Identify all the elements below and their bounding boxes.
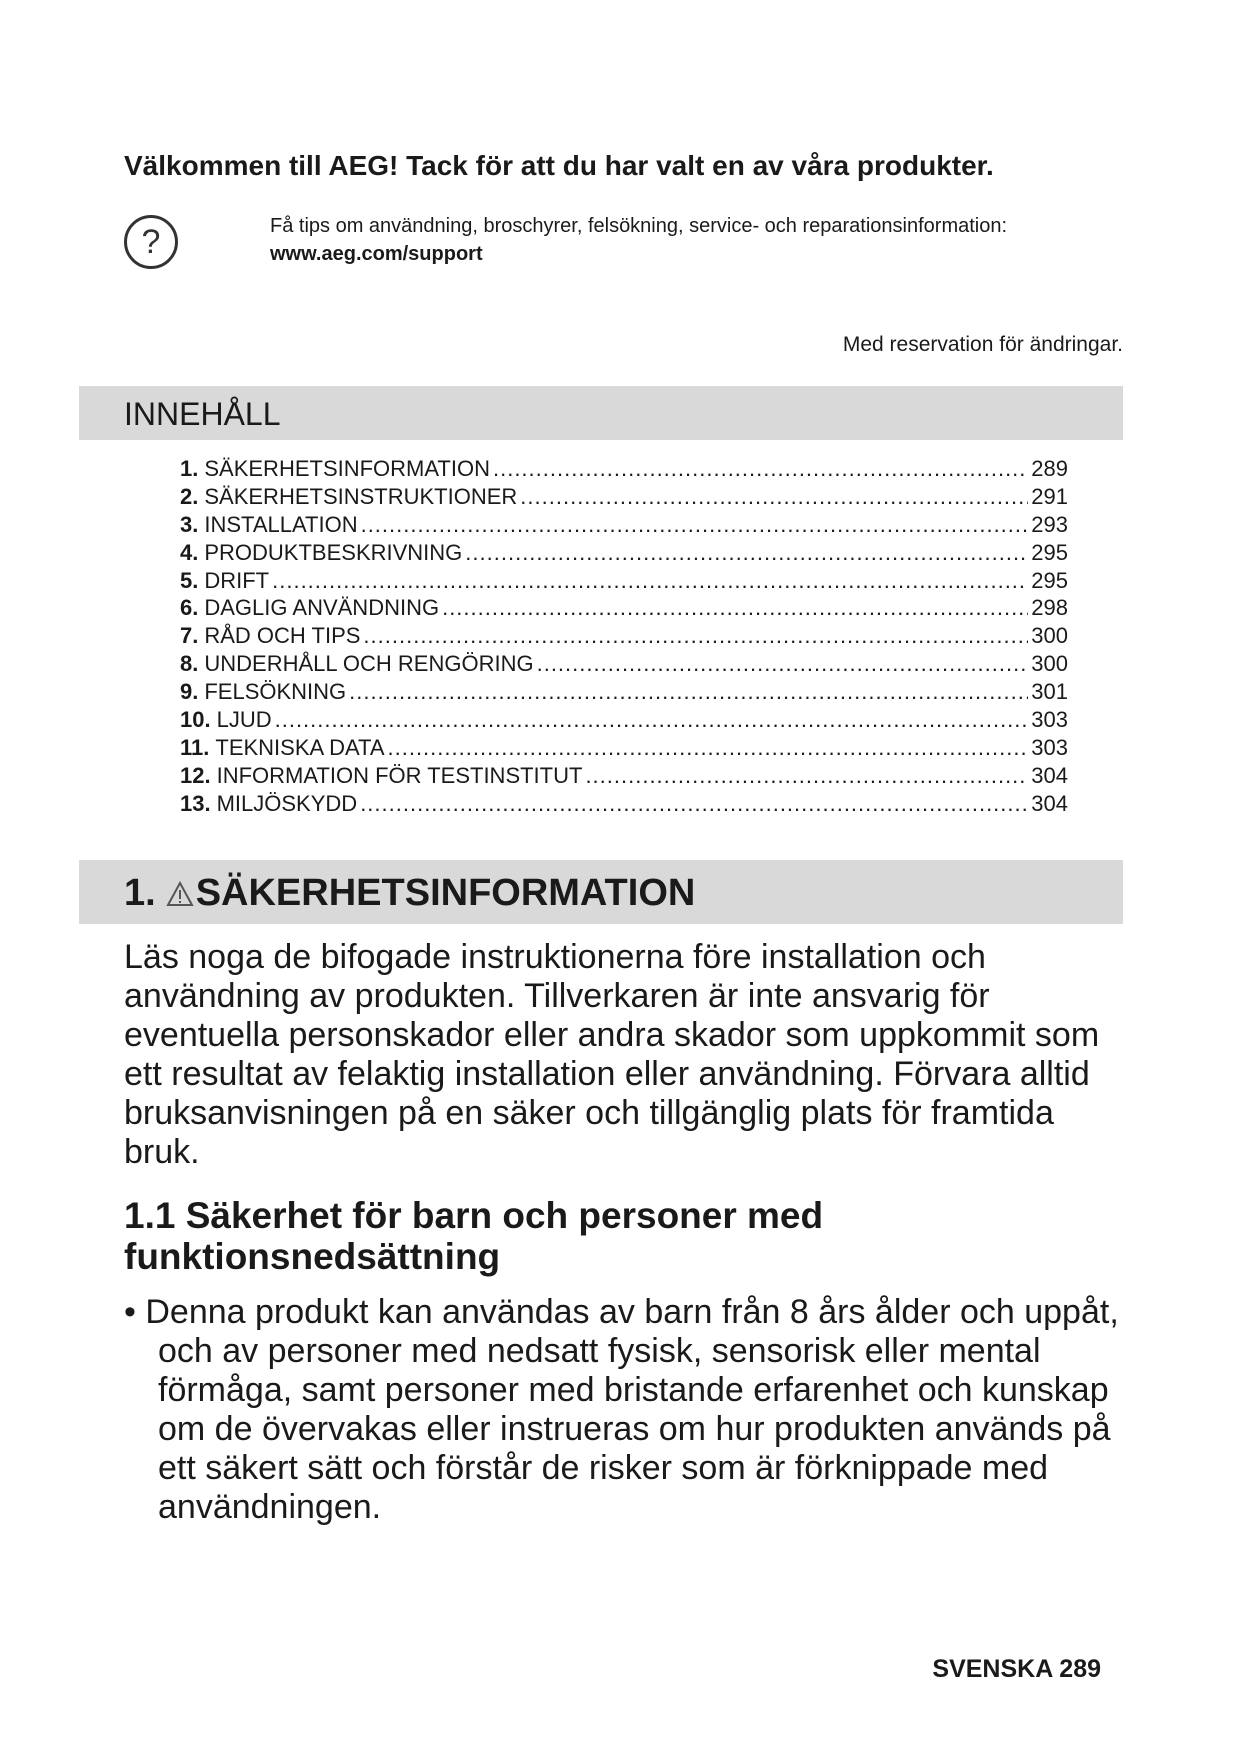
toc-number: 11. xyxy=(180,734,210,760)
toc-page-number: 300 xyxy=(1031,623,1068,649)
toc-leader-dots xyxy=(442,594,1028,622)
toc-row[interactable] xyxy=(180,650,1068,678)
toc-page-number: 291 xyxy=(1031,483,1068,509)
page-footer: SVENSKA 289 xyxy=(932,1655,1101,1683)
toc-page-number: 304 xyxy=(1031,790,1068,816)
section-title xyxy=(124,872,695,915)
toc-label: INFORMATION FÖR TESTINSTITUT xyxy=(216,762,583,788)
toc-leader-dots xyxy=(272,567,1028,595)
toc-leader-dots xyxy=(537,650,1029,678)
toc-label: LJUD xyxy=(216,707,272,733)
toc-row[interactable] xyxy=(180,455,1068,483)
table-of-contents xyxy=(180,455,1068,818)
toc-label: SÄKERHETSINFORMATION xyxy=(204,456,490,481)
toc-title: INNEHÅLL xyxy=(124,396,281,432)
bullet-item: • Denna produkt kan användas av barn från 8 års ålder och uppåt, och av personer med nedsatt fysisk, sensorisk eller mental förmåga, samt personer med bristande erfarenhet och kunskap om de övervakas eller instrueras om hur produkten används på ett säkert sätt och förstår de risker som är förknippade med användningen. xyxy=(124,1293,1119,1526)
toc-page-number: 298 xyxy=(1031,595,1068,621)
section-title-text: SÄKERHETSINFORMATION xyxy=(195,872,696,914)
toc-label: RÅD OCH TIPS xyxy=(204,623,361,649)
toc-row[interactable] xyxy=(180,483,1068,511)
support-text: Få tips om användning, broschyrer, felsökning, service- och reparationsinformation: xyxy=(270,215,1008,237)
toc-leader-dots xyxy=(349,678,1028,706)
toc-leader-dots xyxy=(360,790,1028,818)
toc-label: DAGLIG ANVÄNDNING xyxy=(204,595,440,621)
toc-row[interactable] xyxy=(180,539,1068,567)
toc-row[interactable] xyxy=(180,734,1068,762)
toc-label: PRODUKTBESKRIVNING xyxy=(204,539,463,565)
toc-row[interactable] xyxy=(180,678,1068,706)
toc-leader-dots xyxy=(275,706,1029,734)
support-link[interactable]: www.aeg.com/support xyxy=(270,243,483,265)
toc-page-number: 289 xyxy=(1031,456,1068,481)
toc-page-number: 304 xyxy=(1031,762,1068,788)
toc-label: INSTALLATION xyxy=(204,511,358,537)
intro-paragraph: Läs noga de bifogade instruktionerna före installation och användning av produkten. Tillverkaren är inte ansvarig för eventuella personskador eller andra skador som uppkommit som ett resultat av felaktig installation eller användning. Förvara alltid bruksanvisningen på en säker och tillgänglig plats för framtida bruk. xyxy=(124,938,1100,1171)
section-number: 1. xyxy=(124,872,156,914)
toc-label: TEKNISKA DATA xyxy=(215,734,385,760)
toc-number: 7. xyxy=(180,623,199,649)
toc-leader-dots xyxy=(388,734,1029,762)
toc-number: 13. xyxy=(180,790,211,816)
toc-label: MILJÖSKYDD xyxy=(216,790,358,816)
toc-page-number: 293 xyxy=(1031,511,1068,537)
toc-row[interactable] xyxy=(180,762,1068,790)
toc-row[interactable] xyxy=(180,622,1068,650)
toc-number: 9. xyxy=(180,679,199,705)
toc-leader-dots xyxy=(465,539,1028,567)
toc-leader-dots xyxy=(363,622,1028,650)
toc-number: 1. xyxy=(180,456,199,481)
toc-label: SÄKERHETSINSTRUKTIONER xyxy=(204,483,518,509)
toc-number: 10. xyxy=(180,707,211,733)
warning-triangle-icon xyxy=(166,881,194,907)
toc-number: 4. xyxy=(180,539,199,565)
toc-row[interactable] xyxy=(180,790,1068,818)
toc-label: UNDERHÅLL OCH RENGÖRING xyxy=(204,651,534,677)
toc-page-number: 295 xyxy=(1031,539,1068,565)
question-circle-icon: ? xyxy=(124,215,178,269)
toc-page-number: 303 xyxy=(1031,734,1068,760)
toc-leader-dots xyxy=(361,511,1029,539)
toc-page-number: 300 xyxy=(1031,651,1068,677)
support-info xyxy=(270,212,1007,268)
toc-number: 8. xyxy=(180,651,199,677)
welcome-heading: Välkommen till AEG! Tack för att du har valt en av våra produkter. xyxy=(124,150,994,181)
toc-row[interactable] xyxy=(180,594,1068,622)
toc-leader-dots xyxy=(585,762,1028,790)
toc-number: 5. xyxy=(180,567,199,593)
toc-leader-dots xyxy=(493,455,1028,483)
toc-row[interactable] xyxy=(180,706,1068,734)
toc-row[interactable] xyxy=(180,567,1068,595)
subsection-title: 1.1 Säkerhet för barn och personer med funktionsnedsättning xyxy=(124,1195,824,1277)
toc-page-number: 295 xyxy=(1031,567,1068,593)
toc-number: 12. xyxy=(180,762,211,788)
toc-page-number: 303 xyxy=(1031,707,1068,733)
toc-leader-dots xyxy=(520,483,1028,511)
toc-number: 6. xyxy=(180,595,199,621)
toc-label: FELSÖKNING xyxy=(204,679,347,705)
toc-row[interactable] xyxy=(180,511,1068,539)
toc-page-number: 301 xyxy=(1031,679,1068,705)
toc-label: DRIFT xyxy=(204,567,270,593)
reservation-note: Med reservation för ändringar. xyxy=(842,333,1123,356)
toc-number: 3. xyxy=(180,511,199,537)
toc-number: 2. xyxy=(180,483,199,509)
